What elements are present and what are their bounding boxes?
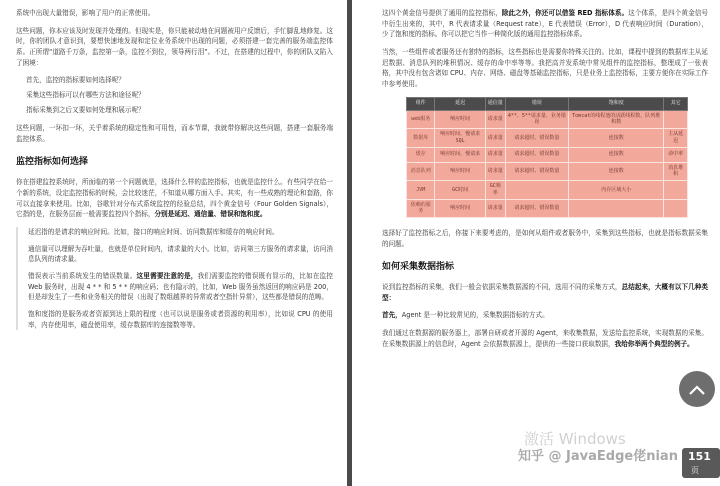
table-cell — [664, 181, 688, 200]
table-cell: 请求量 — [485, 110, 505, 129]
text-run: 我们通过在数据源的服务器上，部署自研或者开源的 Agent，来收集数据，发送给监控系统，实现数据的采集。在采集数据源上的信息时，Agent 会依据数据源上，提供的一些接口获取数据， — [382, 329, 708, 348]
table-cell: GC时间 — [435, 181, 485, 200]
bold-text: 这里需要注意的是， — [136, 272, 198, 280]
page-number: 151 — [688, 450, 711, 463]
table-cell: 响应时间 — [435, 110, 485, 129]
list-item: 通信量可以理解为吞吐量，也就是单位时间内，请求量的大小。比如，访问第三方服务的请求量，访问消息队列的请求量。 — [28, 244, 333, 264]
table-header-cell: 通信量 — [485, 97, 505, 110]
table-cell: 响应时间、慢请求SQL — [435, 129, 485, 148]
table-cell: 请求量 — [485, 147, 505, 162]
table-row — [407, 147, 688, 162]
table-cell — [569, 199, 664, 218]
table-header-cell: 错误 — [505, 97, 568, 110]
table-cell: 缓存 — [407, 147, 435, 162]
list-item — [28, 271, 333, 303]
table-header-row — [407, 97, 688, 110]
right-page — [352, 0, 720, 486]
table-cell — [664, 110, 688, 129]
bold-text: 首先， — [382, 311, 402, 320]
table-cell: 命中率 — [664, 147, 688, 162]
paragraph: 当然，一些组件或者服务还有独特的指标，这些指标也是需要你特殊关注的。比如，课程中提到的数据库主从延迟数据、消息队列的堆积情况、缓存的命中率等等。我把高并发系统中常见组件的监控指标，整理成了一张表格，其中没有包含诸如 CPU、内存、网络、磁盘等基础监控指标，只是业务上监控指标，主要方便你在实际工作中参考使用。 — [382, 48, 708, 89]
windows-activation-watermark: 激活 Windows — [524, 430, 626, 448]
text-run: 这四个黄金信号提供了通用的监控指标， — [382, 9, 502, 17]
table-cell — [664, 199, 688, 218]
table-cell: 主从延迟 — [664, 129, 688, 148]
table-cell: 依赖的服务 — [407, 199, 435, 218]
signal-list — [16, 227, 333, 330]
paragraph — [382, 8, 708, 40]
table-cell: 4**、5**请求量、业务错误 — [505, 110, 568, 129]
table-cell: 数据库 — [407, 129, 435, 148]
table-row — [407, 162, 688, 181]
left-page — [0, 0, 347, 486]
table-cell: Tomcat的线程池的活跃线程数、队列堆积数 — [569, 110, 664, 129]
table-cell: 连接数 — [569, 129, 664, 148]
table-row — [407, 129, 688, 148]
table-cell — [505, 181, 568, 200]
section-heading: 如何采集数据指标 — [382, 261, 455, 272]
list-item: 首先，监控的指标要如何选择呢？ — [26, 76, 125, 85]
table-cell: JVM — [407, 181, 435, 200]
table-row — [407, 181, 688, 200]
chevron-up-icon — [689, 380, 705, 399]
text-run: 错误表示当前系统发生的错误数量。 — [28, 272, 137, 280]
text-run: 我们需要监控的错误既有显示的，比如在监控 Web 服务时，出现 4 * * 和 5 * * 的响应码；也有隐示的，比如，Web 服务虽然返回的响应码是 200，但是却发生了一些和业务相关的错误（出现了数组越界的异常或者空指针异常），这些都是错误的范畴。 — [28, 272, 334, 302]
table-cell: 响应时间 — [435, 162, 485, 181]
paragraph: 这些问题，一环扣一环，关乎着系统的稳定性和可用性，而本节课，我就带你解决这些问题，搭建一套服务端监控体系。 — [16, 124, 333, 144]
bold-text: 我给你举两个典型的例子。 — [614, 339, 694, 348]
table-header-cell: 其它 — [664, 97, 688, 110]
table-cell: 请求量 — [485, 199, 505, 218]
section-heading: 监控指标如何选择 — [16, 156, 89, 167]
paragraph: 这些问题，你本应该及时发现并处理的。但现实是，你只能被动地在问题被用户反馈后，手忙脚乱地修复。这时，你的团队才意识到，要想快速地发现和定位业务系统中出现的问题，必须搭建一套完善的服务端监控体系。正所谓“道路千万条，监控第一条，监控不到位，领导两行泪”。不过，在搭建的过程中，你的团队又陷入了困境： — [16, 26, 333, 67]
bold-text: 除此之外，你还可以借鉴 RED 指标体系。 — [501, 9, 629, 17]
table-cell: GC频率 — [485, 181, 505, 200]
table-cell: 连接数 — [569, 162, 664, 181]
table-header-cell: 延迟 — [435, 97, 485, 110]
table-cell: 请求超时、错误数量 — [505, 147, 568, 162]
table-row — [407, 110, 688, 129]
table-cell: 请求超时、错误数量 — [505, 162, 568, 181]
table-cell: 响应时间 — [435, 199, 485, 218]
paragraph: 选择好了监控指标之后，你接下来要考虑的，是如何从组件或者服务中，采集到这些指标，也就是指标数据采集的问题。 — [382, 229, 708, 248]
paragraph — [382, 310, 708, 321]
text-run: 你在搭建监控系统时，所面临的第一个问题就是，选择什么样的监控指标，也就是监控什么。有些同学在给一个新的系统，设定监控指标的时候，会比较迷茫，不知道从哪方面入手。其实，有一些成熟的理论和套路，你可以直接拿来使用。比如，谷歌针对分布式系统监控的经验总结，四个黄金信号（Four Golden Signals），它指的是，在服务层面一般需要监控四个指标， — [16, 178, 333, 219]
list-item: 采集这些指标可以有哪些方法和途径呢？ — [26, 91, 145, 100]
bold-text: 总结起来，大概有以下几种类型： — [382, 283, 709, 302]
table-row — [407, 199, 688, 218]
table-cell: web服务 — [407, 110, 435, 129]
table-cell: 请求超时、错误数量 — [505, 199, 568, 218]
table-cell: 响应时间、慢请求 — [435, 147, 485, 162]
table-header-cell: 组件 — [407, 97, 435, 110]
table-cell: 连接数 — [569, 147, 664, 162]
page-number-badge — [682, 448, 720, 478]
table-cell: 请求量 — [485, 162, 505, 181]
text-run: 这个体系，是四个黄金信号中衍生出来的，其中，R 代表请求量（Request rate），E 代表错误（Error），D 代表响应时间（Duration），少了饱和度的指标。你可以把它当作一种简化版的通用监控指标体系。 — [382, 9, 709, 39]
text-run: 说到监控指标的采集，我们一般会依据采集数据源的不同，选用不同的采集方式， — [382, 283, 622, 292]
table-cell: 消息队列 — [407, 162, 435, 181]
zhihu-watermark: 知乎 @ JavaEdge佬nian — [518, 449, 678, 464]
metrics-table — [406, 97, 688, 219]
text-run: Agent 是一种比较常见的，采集数据指标的方式。 — [401, 311, 549, 320]
table-cell: 请求量 — [485, 129, 505, 148]
table-cell: 请求超时、错误数量 — [505, 129, 568, 148]
table-cell: 消息堆积 — [664, 162, 688, 181]
table-header-cell: 饱和度 — [569, 97, 664, 110]
list-item: 指标采集到之后又要如何处理和展示呢？ — [26, 105, 145, 114]
question-list — [26, 75, 333, 115]
paragraph — [382, 282, 708, 303]
list-item: 延迟指的是请求的响应时间。比如，接口的响应时间、访问数据库和缓存的响应时间。 — [28, 227, 279, 236]
paragraph — [16, 177, 333, 220]
scroll-to-top-button[interactable] — [679, 371, 715, 407]
bold-text: 分别是延迟、通信量、错误和饱和度。 — [154, 210, 267, 219]
page-suffix: 页 — [691, 466, 699, 475]
paragraph — [382, 328, 708, 349]
list-item: 饱和度指的是服务或者资源到达上限的程度（也可以说是服务或者资源的利用率），比如说 CPU 的使用率，内存使用率，磁盘使用率，缓存数据库的连接数等等。 — [28, 310, 333, 329]
paragraph: 系统中出现大量错误，影响了用户的正常使用。 — [16, 9, 155, 17]
table-cell: 内存区域大小 — [569, 181, 664, 200]
